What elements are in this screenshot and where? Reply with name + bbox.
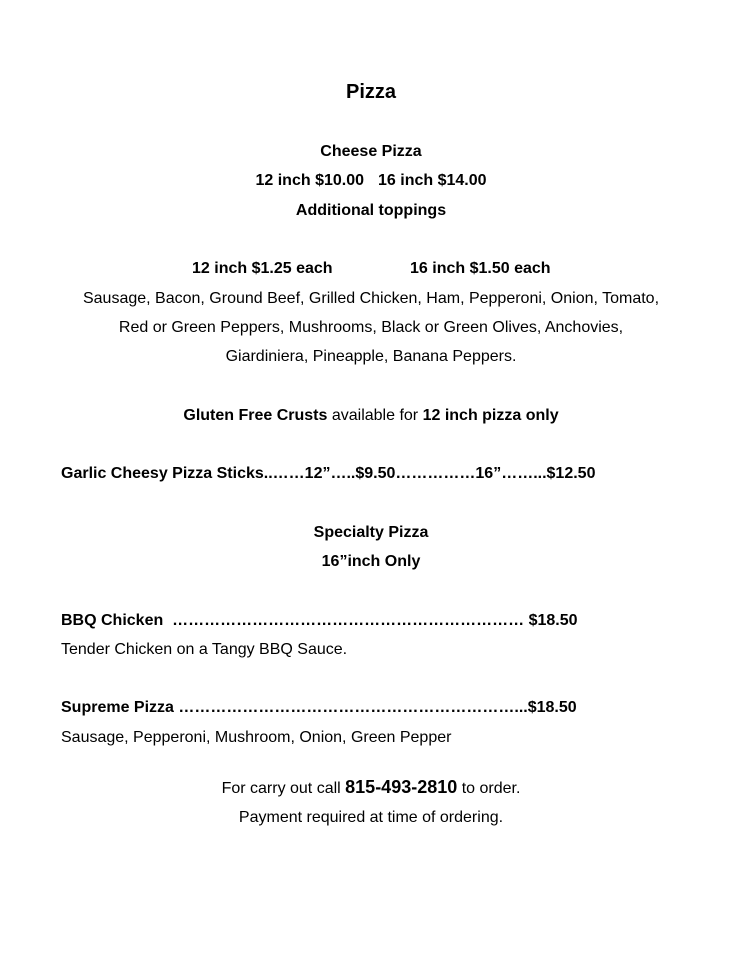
gluten-free-size: 12 inch pizza only bbox=[422, 407, 559, 424]
cheese-price-12: 12 inch $10.00 bbox=[255, 172, 364, 189]
pizza-sticks-line: Garlic Cheesy Pizza Sticks..……12”…..$9.50……………16”……...$12.50 bbox=[61, 465, 596, 482]
specialty-subheading: 16”inch Only bbox=[321, 553, 421, 570]
phone-number: 815-493-2810 bbox=[345, 777, 458, 797]
carry-out-line bbox=[0, 777, 742, 799]
page-title: Pizza bbox=[345, 81, 397, 103]
carry-out-suffix: to order. bbox=[457, 780, 521, 797]
cheese-pizza-heading: Cheese Pizza bbox=[320, 143, 422, 160]
specialty-item-bbq-description: Tender Chicken on a Tangy BBQ Sauce. bbox=[61, 641, 348, 658]
payment-note: Payment required at time of ordering. bbox=[238, 809, 504, 826]
cheese-price-16: 16 inch $14.00 bbox=[378, 172, 487, 189]
specialty-item-supreme-description: Sausage, Pepperoni, Mushroom, Onion, Green Pepper bbox=[61, 729, 452, 746]
specialty-item-bbq-chicken: BBQ Chicken ………………………………………………………… $18.50 bbox=[61, 612, 578, 629]
carry-out-prefix: For carry out call bbox=[221, 780, 346, 797]
topping-price-12: 12 inch $1.25 each bbox=[192, 260, 333, 277]
toppings-heading: Additional toppings bbox=[295, 202, 447, 219]
cheese-pizza-prices bbox=[0, 171, 742, 191]
toppings-list-line-3: Giardiniera, Pineapple, Banana Peppers. bbox=[225, 348, 517, 365]
specialty-heading: Specialty Pizza bbox=[313, 524, 429, 541]
toppings-list-line-2: Red or Green Peppers, Mushrooms, Black or Green Olives, Anchovies, bbox=[118, 319, 624, 336]
toppings-list-line-1: Sausage, Bacon, Ground Beef, Grilled Chicken, Ham, Pepperoni, Onion, Tomato, bbox=[82, 290, 660, 307]
topping-price-16: 16 inch $1.50 each bbox=[410, 260, 551, 277]
gluten-free-label: Gluten Free Crusts bbox=[183, 407, 328, 424]
specialty-item-supreme: Supreme Pizza ………………………………………………………...$18.50 bbox=[61, 699, 577, 716]
gluten-free-note bbox=[0, 406, 742, 426]
gluten-free-middle: available for bbox=[327, 407, 423, 424]
